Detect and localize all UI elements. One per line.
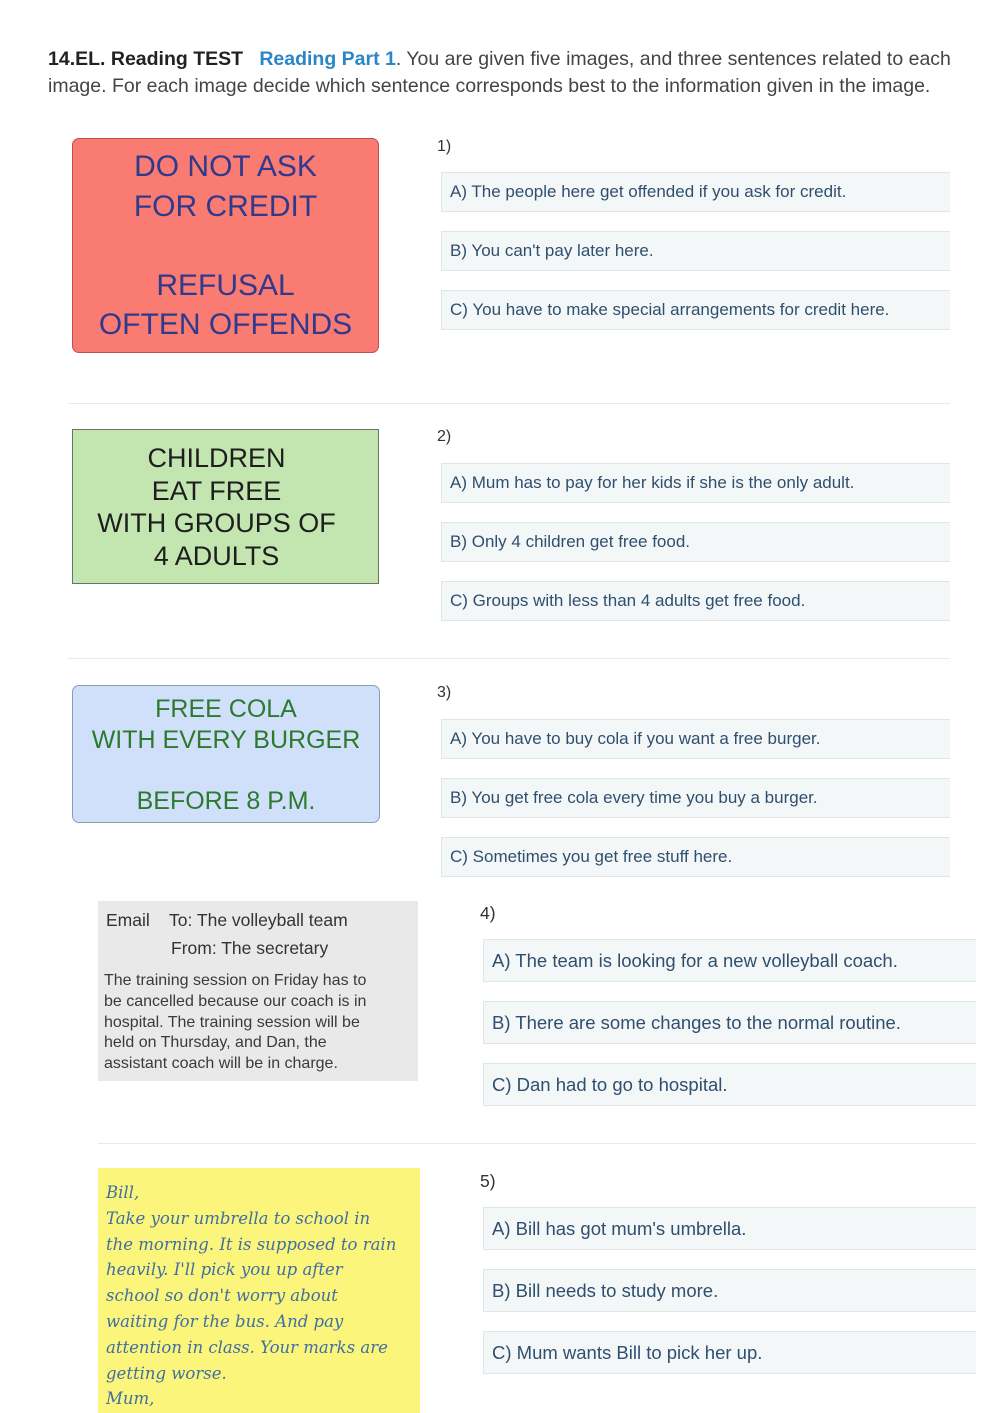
question-number: 5) [480, 1171, 496, 1191]
answer-option-2c[interactable]: C) Groups with less than 4 adults get free food. [441, 581, 950, 621]
test-code: 14.EL. Reading TEST [48, 48, 244, 70]
email-body-line: be cancelled because our coach is in [104, 992, 367, 1010]
answer-option-1c[interactable]: C) You have to make special arrangements for credit here. [441, 290, 950, 330]
sign-line: WITH GROUPS OF [97, 508, 336, 538]
note-line: the morning. It is supposed to rain [106, 1234, 397, 1254]
part-title: Reading Part 1 [259, 48, 396, 70]
sign-line: FOR CREDIT [133, 189, 318, 223]
email-from: From: The secretary [171, 938, 329, 958]
answer-option-3c[interactable]: C) Sometimes you get free stuff here. [441, 837, 950, 877]
answer-option-2b[interactable]: B) Only 4 children get free food. [441, 522, 950, 562]
divider [98, 1143, 976, 1144]
email-body-line: The training session on Friday has to [104, 972, 367, 989]
sign-line: REFUSAL [156, 268, 295, 302]
handwritten-note [98, 1168, 420, 1413]
divider [68, 403, 950, 404]
sign-line [73, 755, 379, 786]
email-body-line: assistant coach will be in charge. [104, 1055, 338, 1073]
question-number: 1) [437, 138, 452, 155]
answer-option-4c[interactable]: C) Dan had to go to hospital. [483, 1063, 976, 1106]
sign-children [72, 429, 379, 584]
sign-credit [72, 138, 379, 353]
instructions-header [48, 46, 958, 99]
answer-option-5b[interactable]: B) Bill needs to study more. [483, 1269, 976, 1312]
sign-line: FREE COLA [155, 695, 297, 723]
sign-line [73, 226, 378, 266]
answer-option-2a[interactable]: A) Mum has to pay for her kids if she is the only adult. [441, 463, 950, 503]
email-card [98, 901, 418, 1081]
sign-line: WITH EVERY BURGER [91, 725, 361, 754]
email-label: Email [106, 910, 150, 930]
answer-option-5c[interactable]: C) Mum wants Bill to pick her up. [483, 1331, 976, 1374]
sign-line: EAT FREE [151, 475, 282, 506]
answer-option-5a[interactable]: A) Bill has got mum's umbrella. [483, 1207, 976, 1250]
sign-line: OFTEN OFFENDS [98, 308, 353, 341]
sign-line: DO NOT ASK [134, 150, 317, 183]
email-body [104, 971, 366, 1075]
answer-option-1a[interactable]: A) The people here get offended if you ask for credit. [441, 172, 950, 212]
divider [68, 658, 950, 659]
email-body-line: held on Thursday, and Dan, the [104, 1034, 327, 1052]
answer-option-3b[interactable]: B) You get free cola every time you buy a burger. [441, 778, 950, 818]
note-line: waiting for the bus. And pay [106, 1311, 344, 1331]
answer-option-4a[interactable]: A) The team is looking for a new volleyball coach. [483, 939, 976, 982]
sign-line: CHILDREN [147, 443, 286, 473]
note-line: Bill, [106, 1183, 140, 1202]
sign-cola [72, 685, 380, 823]
sign-line: 4 ADULTS [153, 540, 280, 571]
question-number: 3) [437, 684, 452, 701]
note-line: heavily. I'll pick you up after [106, 1260, 343, 1280]
note-line: getting worse. [106, 1363, 227, 1383]
answer-option-1b[interactable]: B) You can't pay later here. [441, 231, 950, 271]
email-body-line: hospital. The training session will be [104, 1013, 360, 1031]
instructions-text: . You are given five images, and three sentences related to each image. For each image decide which sentence corresponds best to the information given in the image. [48, 48, 951, 97]
note-line: school so don't worry about [106, 1286, 338, 1306]
sign-line: BEFORE 8 P.M. [136, 786, 316, 815]
answer-option-3a[interactable]: A) You have to buy cola if you want a free burger. [441, 719, 950, 759]
answer-option-4b[interactable]: B) There are some changes to the normal routine. [483, 1001, 976, 1044]
question-number: 2) [437, 428, 452, 445]
note-line: Take your umbrella to school in [106, 1208, 371, 1228]
email-to: To: The volleyball team [169, 910, 348, 930]
note-line: Mum, [106, 1389, 155, 1409]
question-number: 4) [480, 903, 496, 923]
note-line: attention in class. Your marks are [106, 1337, 388, 1357]
